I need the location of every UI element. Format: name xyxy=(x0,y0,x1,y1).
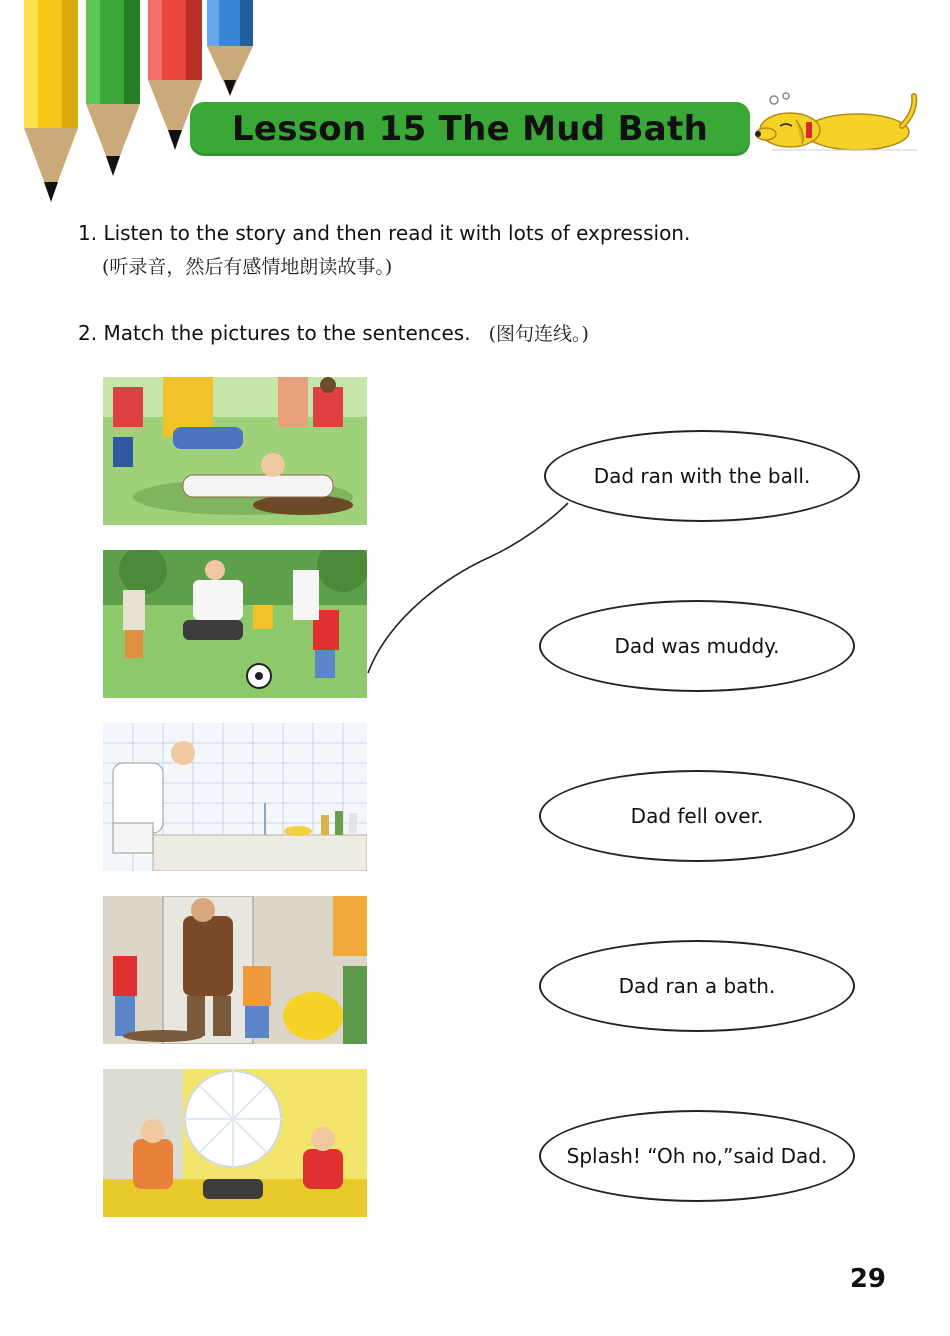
task-1-translation: (听录音，然后有感情地朗读故事。) xyxy=(102,256,393,278)
sentence-oval-1[interactable] xyxy=(544,430,860,522)
picture-dad-was-muddy[interactable] xyxy=(103,896,367,1044)
sentence-oval-4[interactable] xyxy=(539,940,855,1032)
sentence-text: Dad fell over. xyxy=(630,804,764,828)
sentence-oval-5[interactable] xyxy=(539,1110,855,1202)
sentence-oval-2[interactable] xyxy=(539,600,855,692)
blue-pencil-icon xyxy=(207,0,253,96)
lesson-banner xyxy=(190,102,750,156)
task-2-line xyxy=(78,319,589,346)
sentence-text: Splash! “Oh no,”said Dad. xyxy=(566,1144,828,1168)
sentence-oval-3[interactable] xyxy=(539,770,855,862)
picture-dad-fell-over[interactable] xyxy=(103,377,367,525)
sentence-text: Dad was muddy. xyxy=(614,634,780,658)
lesson-title: Lesson 15 The Mud Bath xyxy=(231,109,709,149)
sleeping-dog-icon xyxy=(752,92,922,156)
picture-dad-ran-a-bath[interactable] xyxy=(103,723,367,871)
sentence-text: Dad ran a bath. xyxy=(618,974,776,998)
picture-splash[interactable] xyxy=(103,1069,367,1217)
yellow-pencil-icon xyxy=(24,0,78,202)
task-1-instruction: 1. Listen to the story and then read it with lots of expression. xyxy=(78,221,691,245)
sentence-text: Dad ran with the ball. xyxy=(593,464,811,488)
green-pencil-icon xyxy=(86,0,140,176)
page-number: 29 xyxy=(849,1264,886,1294)
picture-dad-ran-with-ball[interactable] xyxy=(103,550,367,698)
task-2-instruction: 2. Match the pictures to the sentences. xyxy=(78,321,471,345)
task-2-translation: (图句连线。) xyxy=(488,323,589,345)
